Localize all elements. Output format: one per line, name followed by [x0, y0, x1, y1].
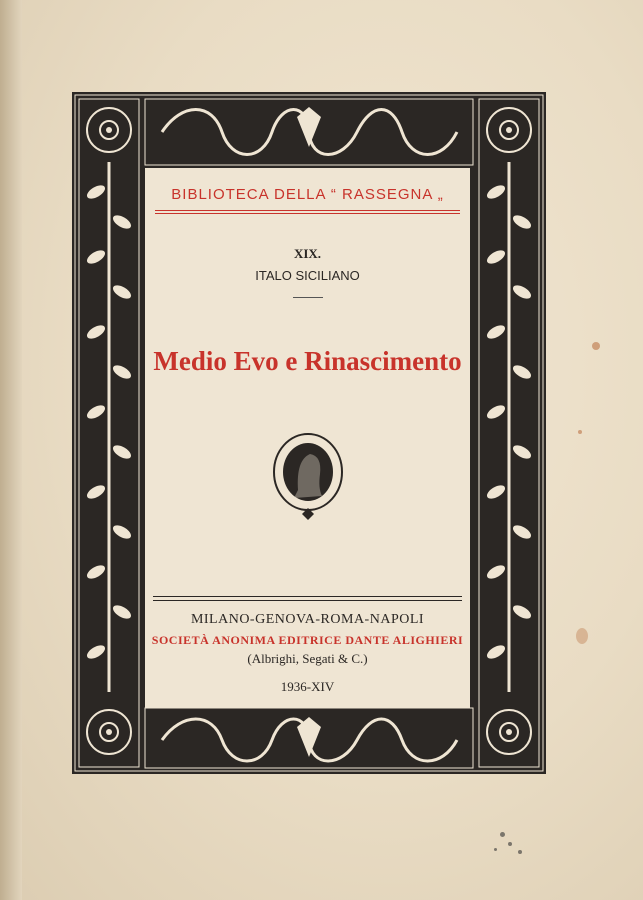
series-rule — [155, 210, 460, 211]
ink-speck — [494, 848, 497, 851]
spine-edge — [0, 0, 22, 900]
divider — [293, 297, 323, 298]
publisher-name: SOCIETÀ ANONIMA EDITRICE DANTE ALIGHIERI — [151, 633, 464, 647]
dante-portrait-medallion-icon — [270, 430, 346, 522]
publication-year: 1936-XIV — [280, 679, 335, 694]
series-rule — [155, 213, 460, 214]
ink-speck — [500, 832, 505, 837]
imprint-rule — [153, 596, 462, 597]
stain — [576, 628, 588, 644]
publisher-note: (Albrighi, Segati & C.) — [247, 651, 368, 666]
author-name: ITALO SICILIANO — [255, 268, 360, 283]
stain — [592, 342, 600, 350]
ink-speck — [518, 850, 522, 854]
volume-number: XIX. — [293, 246, 322, 261]
stain — [578, 430, 582, 434]
series-title: BIBLIOTECA DELLA “ RASSEGNA „ — [171, 186, 444, 203]
book-title: Medio Evo e Rinascimento — [153, 346, 462, 376]
ink-speck — [508, 842, 512, 846]
imprint-rule — [153, 600, 462, 601]
publication-places: MILANO-GENOVA-ROMA-NAPOLI — [190, 612, 425, 627]
